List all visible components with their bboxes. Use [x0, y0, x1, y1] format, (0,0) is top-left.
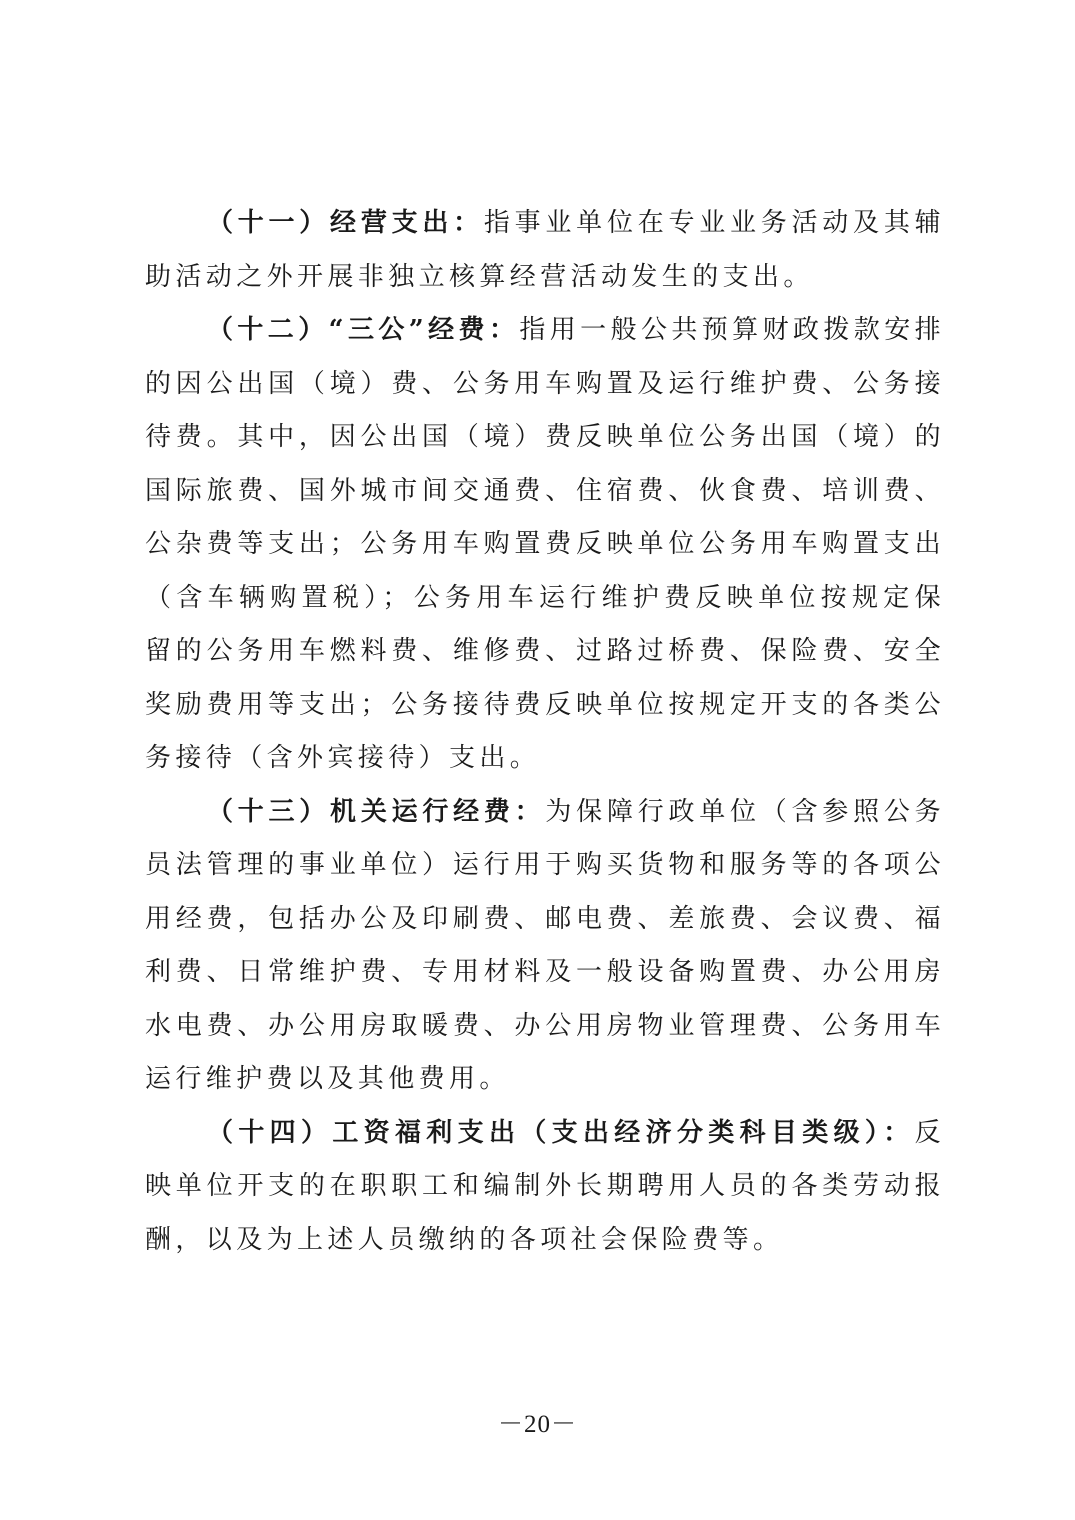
paragraph-text: 指事业单位在专业业务活动及其辅助活动之外开展非独立核算经营活动发生的支出。: [145, 208, 945, 292]
paragraph-agency-operating-expenses: [145, 786, 945, 1107]
paragraph-term: （十四）工资福利支出（支出经济分类科目类级）：: [207, 1117, 915, 1148]
paragraph-term: （十三）机关运行经费：: [207, 796, 546, 827]
paragraph-salary-welfare-expenditure: [145, 1107, 945, 1268]
paragraph-term: （十一）经营支出：: [207, 208, 484, 238]
document-body: [145, 197, 945, 1267]
paragraph-operating-expenditure: [145, 197, 945, 304]
paragraph-term: （十二）“三公”经费：: [207, 315, 520, 345]
paragraph-text: 反映单位开支的在职职工和编制外长期聘用人员的各类劳动报酬，以及为上述人员缴纳的各项社会保险费等。: [145, 1117, 945, 1255]
paragraph-text: 为保障行政单位（含参照公务员法管理的事业单位）运行用于购买货物和服务等的各项公用经费，包括办公及印刷费、邮电费、差旅费、会议费、福利费、日常维护费、专用材料及一般设备购置费、办公用房水电费、办公用房取暖费、办公用房物业管理费、公务用车运行维护费以及其他费用。: [145, 796, 945, 1094]
paragraph-text: 指用一般公共预算财政拨款安排的因公出国（境）费、公务用车购置及运行维护费、公务接待费。其中，因公出国（境）费反映单位公务出国（境）的国际旅费、国外城市间交通费、住宿费、伙食费、培训费、公杂费等支出；公务用车购置费反映单位公务用车购置支出（含车辆购置税）；公务用车运行维护费反映单位按规定保留的公务用车燃料费、维修费、过路过桥费、保险费、安全奖励费用等支出；公务接待费反映单位按规定开支的各类公务接待（含外宾接待）支出。: [145, 315, 946, 773]
paragraph-three-public-expenses: [145, 304, 945, 786]
page-number: －20－: [497, 1411, 577, 1438]
